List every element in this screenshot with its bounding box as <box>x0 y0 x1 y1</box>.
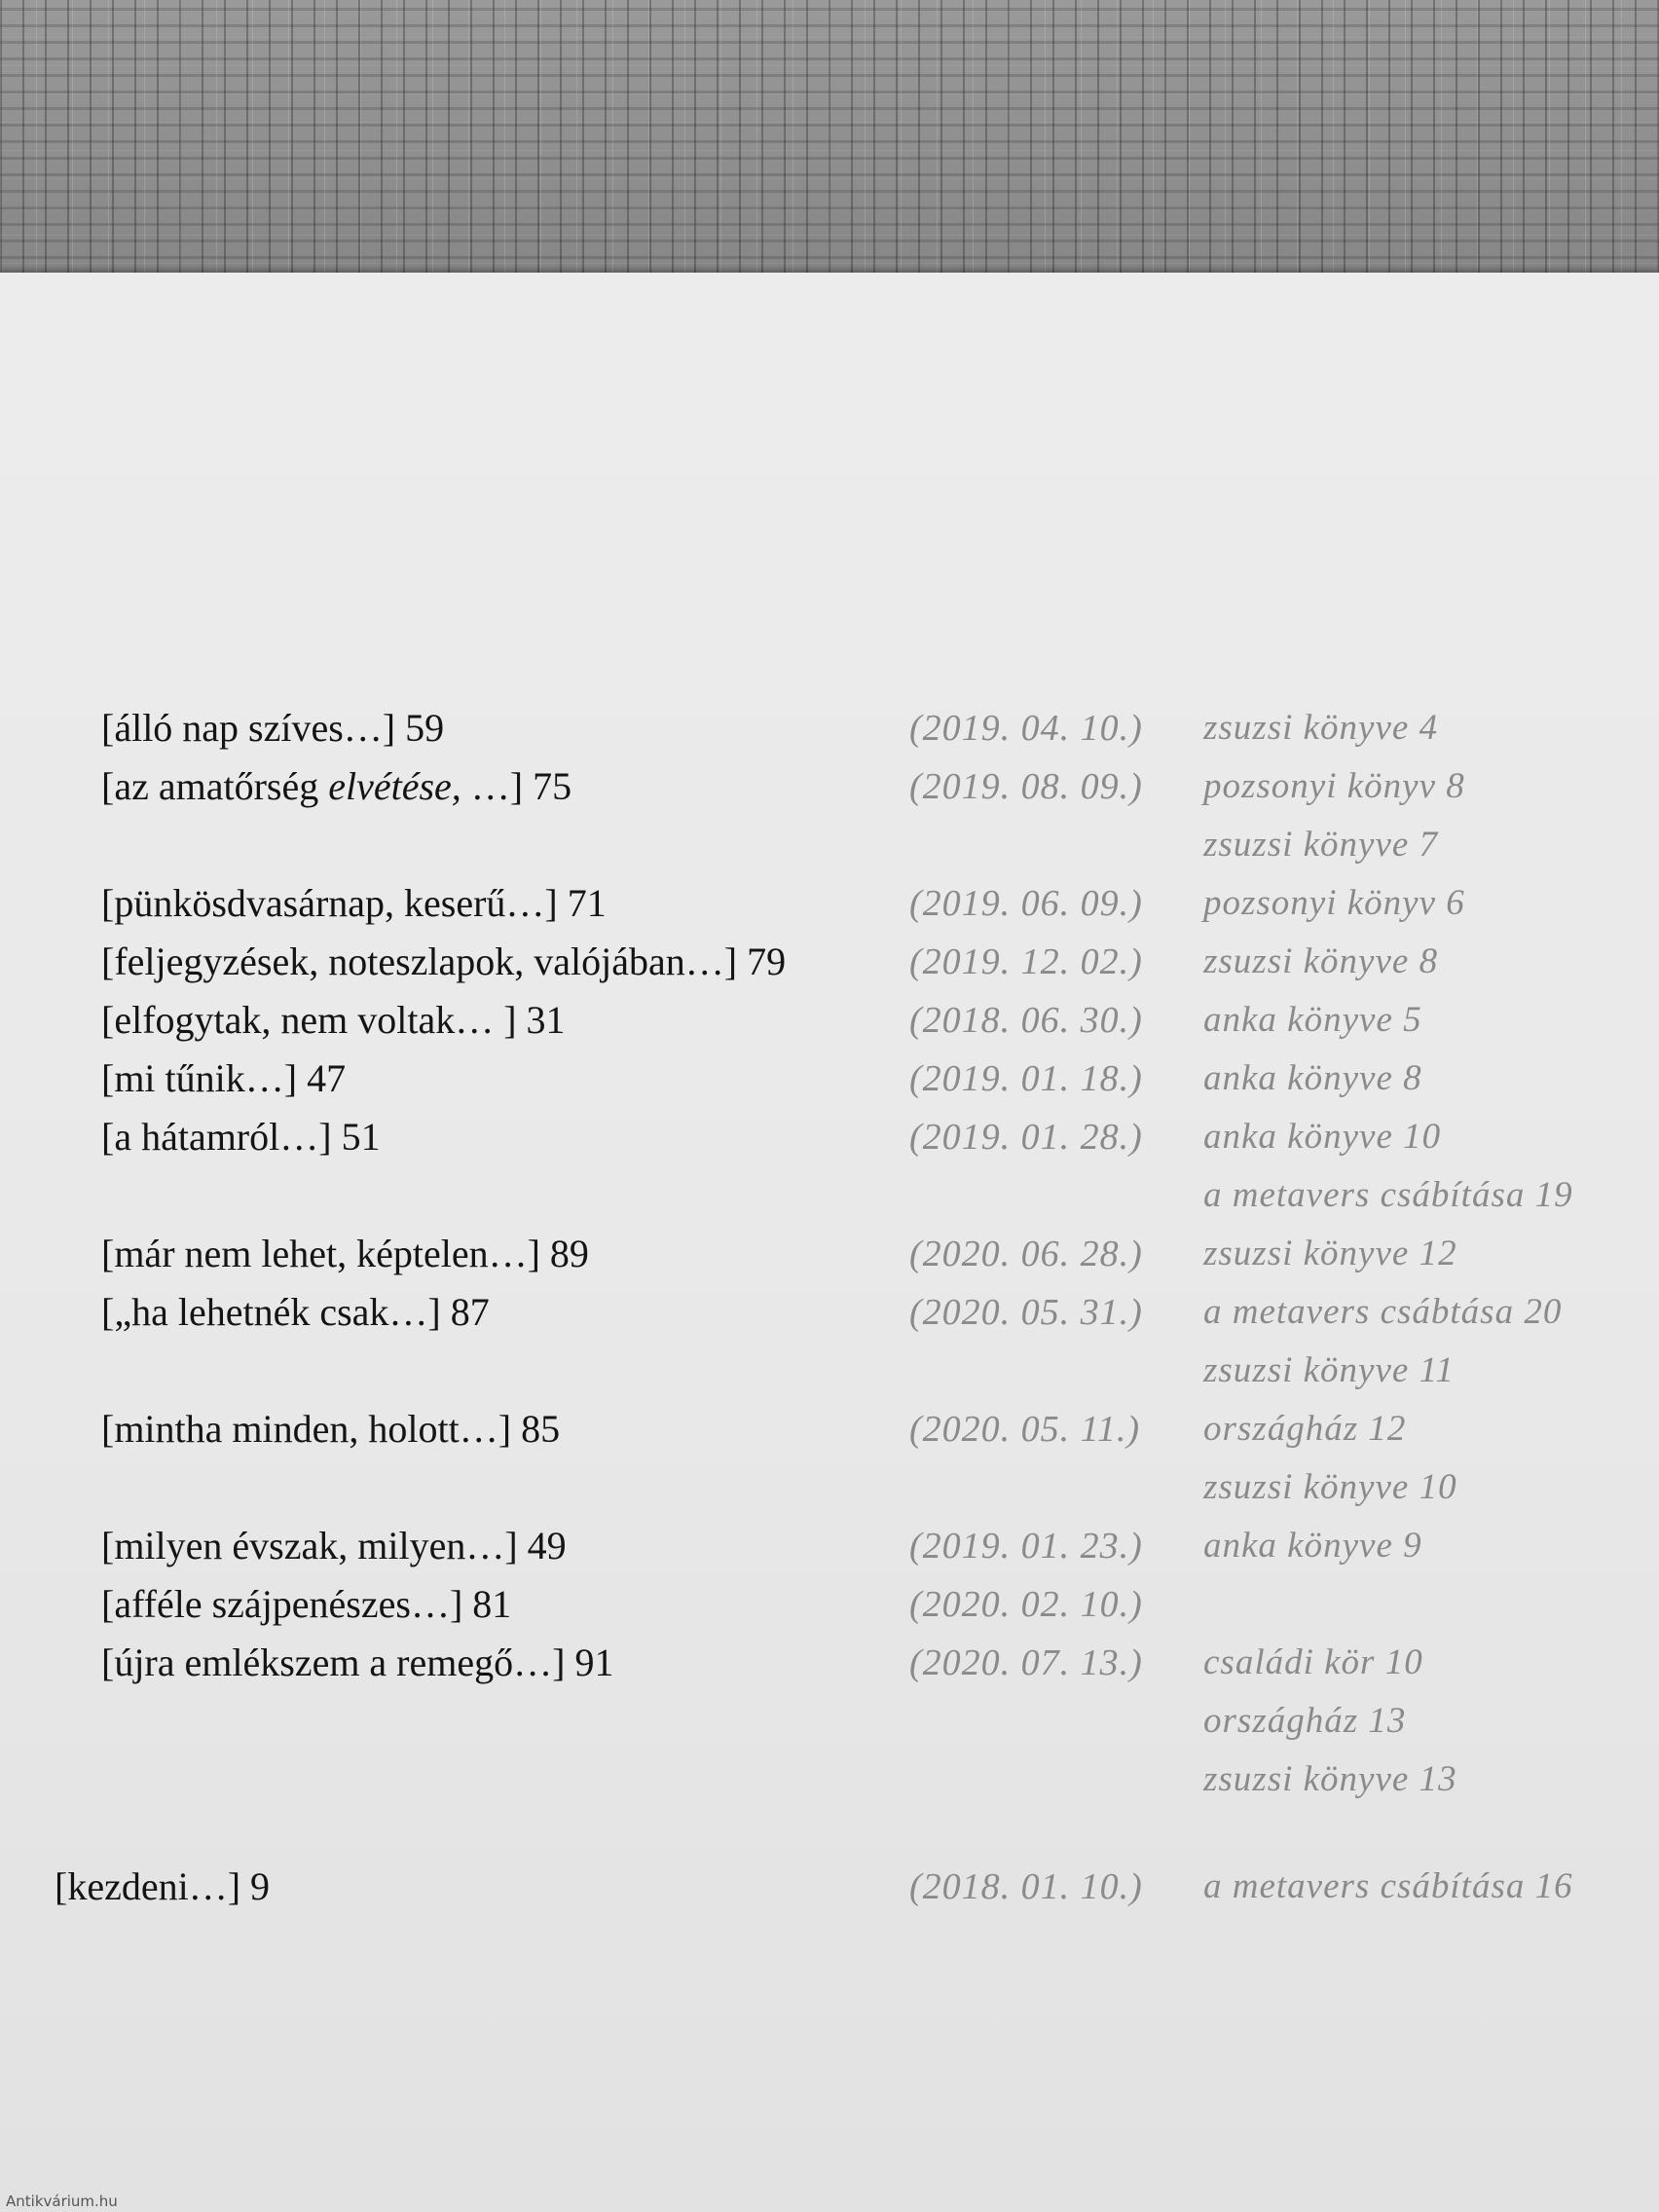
entry-date: (2019. 04. 10.) <box>909 708 1143 749</box>
entry-date: (2020. 07. 13.) <box>909 1642 1143 1683</box>
page-number: 49 <box>527 1524 567 1567</box>
background-surface <box>0 0 1659 292</box>
page-number: 47 <box>307 1056 347 1100</box>
entry-title: [elfogytak, nem voltak… ] 31 <box>101 998 566 1042</box>
page-number: 31 <box>526 998 566 1042</box>
entry-date: (2018. 01. 10.) <box>909 1866 1143 1907</box>
entry-source: anka könyve 8 <box>1203 1058 1422 1098</box>
entry-date: (2020. 05. 31.) <box>909 1292 1143 1333</box>
page-number: 51 <box>341 1115 381 1159</box>
entry-date: (2019. 01. 28.) <box>909 1117 1143 1158</box>
entry-title: [az amatőrség elvétése, …] 75 <box>101 764 572 808</box>
entry-date: (2018. 06. 30.) <box>909 1000 1143 1041</box>
entry-title: [pünkösdvasárnap, keserű…] 71 <box>101 881 607 925</box>
entry-date: (2019. 01. 23.) <box>909 1526 1143 1567</box>
entry-date: (2020. 05. 11.) <box>909 1409 1140 1450</box>
entry-source: zsuzsi könyve 11 <box>1203 1350 1455 1390</box>
book-page <box>0 273 1659 2212</box>
entry-title: [a hátamról…] 51 <box>101 1115 381 1159</box>
page-number: 9 <box>250 1864 271 1908</box>
page-number: 75 <box>533 764 572 808</box>
entry-title: [újra emlékszem a remegő…] 91 <box>101 1641 614 1684</box>
page-number: 81 <box>472 1582 512 1626</box>
entry-source: családi kör 10 <box>1203 1642 1423 1682</box>
entry-date: (2020. 06. 28.) <box>909 1234 1143 1274</box>
entry-source: zsuzsi könyve 4 <box>1203 708 1439 748</box>
page-number: 59 <box>405 706 445 750</box>
entry-source: zsuzsi könyve 7 <box>1203 825 1439 865</box>
entry-source: anka könyve 5 <box>1203 1000 1422 1040</box>
entry-date: (2019. 08. 09.) <box>909 766 1143 807</box>
entry-title: [mi tűnik…] 47 <box>101 1056 347 1100</box>
page-number: 85 <box>521 1407 561 1451</box>
entry-source: zsuzsi könyve 12 <box>1203 1234 1457 1273</box>
entry-date: (2020. 02. 10.) <box>909 1584 1143 1625</box>
entry-title: [mintha minden, holott…] 85 <box>101 1407 561 1451</box>
page-number: 89 <box>549 1232 589 1275</box>
entry-title: [álló nap szíves…] 59 <box>101 706 445 750</box>
entry-source: pozsonyi könyv 8 <box>1203 766 1465 806</box>
entry-source: a metavers csábítása 16 <box>1203 1866 1573 1906</box>
entry-title: [feljegyzések, noteszlapok, valójában…] 79 <box>101 940 787 983</box>
entry-title: [kezdeni…] 9 <box>55 1864 271 1908</box>
entry-date: (2019. 12. 02.) <box>909 941 1143 982</box>
entry-source: a metavers csábtása 20 <box>1203 1292 1563 1332</box>
page-number: 71 <box>567 881 607 925</box>
page-number: 87 <box>450 1290 490 1334</box>
entry-source: anka könyve 10 <box>1203 1117 1442 1157</box>
entry-date: (2019. 01. 18.) <box>909 1058 1143 1099</box>
entry-source: zsuzsi könyve 8 <box>1203 941 1439 981</box>
entry-source: pozsonyi könyv 6 <box>1203 883 1465 923</box>
entry-source: anka könyve 9 <box>1203 1526 1422 1566</box>
watermark: Antikvárium.hu <box>6 2193 118 2210</box>
entry-source: a metavers csábítása 19 <box>1203 1175 1573 1215</box>
entry-title: [afféle szájpenészes…] 81 <box>101 1582 512 1626</box>
entry-source: zsuzsi könyve 10 <box>1203 1467 1457 1507</box>
entry-source: országház 13 <box>1203 1701 1407 1741</box>
entry-title: [„ha lehetnék csak…] 87 <box>101 1290 490 1334</box>
entry-title: [már nem lehet, képtelen…] 89 <box>101 1232 589 1275</box>
entry-source: zsuzsi könyve 13 <box>1203 1759 1457 1799</box>
entry-date: (2019. 06. 09.) <box>909 883 1143 924</box>
entry-title: [milyen évszak, milyen…] 49 <box>101 1524 567 1567</box>
entry-source: országház 12 <box>1203 1409 1407 1449</box>
page-number: 91 <box>574 1641 614 1684</box>
page-number: 79 <box>747 940 787 983</box>
